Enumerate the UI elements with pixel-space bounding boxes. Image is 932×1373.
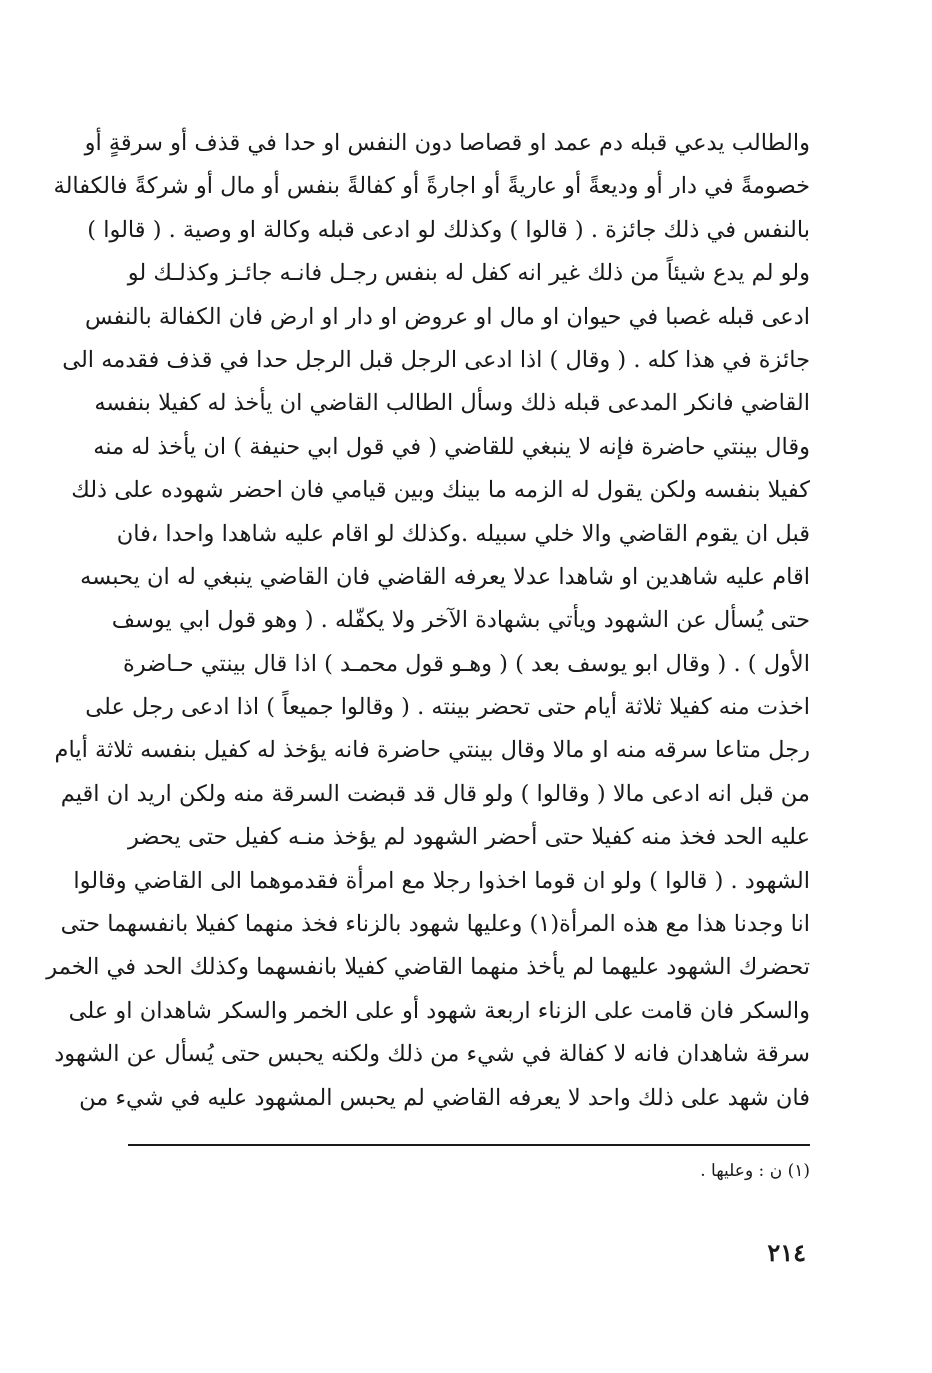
text-line: كفيلا بنفسه ولكن يقول له الزمه ما بينك وبين قيامي فان احضر شهوده على ذلك bbox=[71, 477, 810, 504]
text-line: ولو لم يدع شيئاً من ذلك غير انه كفل له بنفس رجـل فانـه جائـز وكذلـك لو bbox=[127, 260, 810, 287]
text-line: اقام عليه شاهدين او شاهدا عدلا يعرفه القاضي فان القاضي ينبغي له ان يحبسه bbox=[80, 563, 810, 590]
text-line: من قبل انه ادعى مالا ( وقالوا ) ولو قال قد قبضت السرقة منه ولكن اريد ان اقيم bbox=[60, 780, 810, 807]
text-line: انا وجدنا هذا مع هذه المرأة(١) وعليها شهود بالزناء فخذ منهما كفيلا بانفسهما حتى bbox=[60, 911, 810, 938]
text-line: اخذت منه كفيلا ثلاثة أيام حتى تحضر بينته . ( وقالوا جميعاً ) اذا ادعى رجل على bbox=[85, 694, 810, 721]
text-line: حتى يُسأل عن الشهود ويأتي بشهادة الآخر ولا يكفّله . ( وهو قول ابي يوسف bbox=[111, 607, 810, 634]
page-number: ٢١٤ bbox=[767, 1238, 806, 1267]
text-line: سرقة شاهدان فانه لا كفالة في شيء من ذلك ولكنه يحبس حتى يُسأل عن الشهود bbox=[54, 1041, 810, 1068]
text-line: جائزة في هذا كله . ( وقال ) اذا ادعى الرجل قبل الرجل حدا في قذف فقدمه الى bbox=[62, 346, 810, 373]
text-line: عليه الحد فخذ منه كفيلا حتى أحضر الشهود لم يؤخذ منـه كفيل حتى يحضر bbox=[128, 824, 810, 851]
text-line: القاضي فانكر المدعى قبله ذلك وسأل الطالب القاضي ان يأخذ له كفيلا بنفسه bbox=[94, 390, 810, 417]
footnote: (١) ن : وعليها . bbox=[700, 1161, 810, 1181]
text-line: خصومةً في دار أو وديعةً أو عاريةً أو اجارةً أو كفالةً بنفس أو مال أو شركةً فالكفالة bbox=[53, 173, 810, 200]
text-line: والطالب يدعي قبله دم عمد او قصاصا دون النفس او حدا في قذف أو سرقةٍ أو bbox=[84, 130, 810, 156]
text-line: ادعى قبله غصبا في حيوان او مال او عروض او دار او ارض فان الكفالة بالنفس bbox=[84, 303, 810, 330]
text-line: رجل متاعا سرقه منه او مالا وقال بينتي حاضرة فانه يؤخذ له كفيل بنفسه ثلاثة أيام bbox=[54, 737, 810, 764]
body-text bbox=[46, 122, 810, 1120]
footnote-divider bbox=[128, 1144, 810, 1146]
text-line: بالنفس في ذلك جائزة . ( قالوا ) وكذلك لو ادعى قبله وكالة او وصية . ( قالوا ) bbox=[87, 216, 810, 243]
text-line: وقال بينتي حاضرة فإنه لا ينبغي للقاضي ( في قول ابي حنيفة ) ان يأخذ له منه bbox=[93, 433, 810, 460]
text-line: الشهود . ( قالوا ) ولو ان قوما اخذوا رجلا مع امرأة فقدموهما الى القاضي وقالوا bbox=[73, 867, 810, 894]
text-line: فان شهد على ذلك واحد لا يعرفه القاضي لم يحبس المشهود عليه في شيء من bbox=[79, 1084, 810, 1111]
text-line: قبل ان يقوم القاضي والا خلي سبيله .وكذلك لو اقام عليه شاهدا واحدا ،فان bbox=[116, 520, 810, 547]
text-line: والسكر فان قامت على الزناء اربعة شهود أو على الخمر والسكر شاهدان او على bbox=[68, 997, 810, 1024]
text-line: الأول ) . ( وقال ابو يوسف بعد ) ( وهـو قول محمـد ) اذا قال بينتي حـاضرة bbox=[122, 650, 810, 677]
text-line: تحضرك الشهود عليهما لم يأخذ منهما القاضي كفيلا بانفسهما وكذلك الحد في الخمر bbox=[46, 954, 810, 981]
